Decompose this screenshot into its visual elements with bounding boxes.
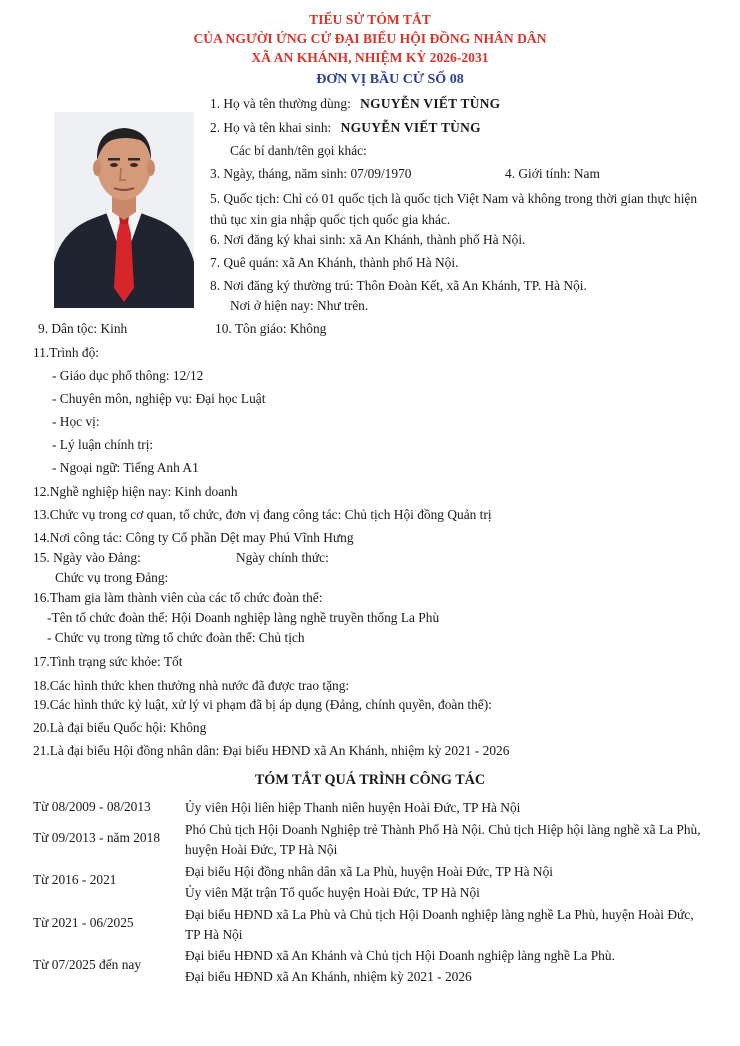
career-description: Đại biểu HĐND xã La Phù và Chủ tịch Hội Doanh nghiệp làng nghề La Phù, huyện Hoài Đức, TP Hà Nội [185, 907, 694, 942]
field-current-residence: Nơi ở hiện nay: Như trên. [230, 298, 369, 313]
field-common-name [210, 96, 500, 112]
field-birth-name [210, 120, 481, 136]
field-party-join-date: 15. Ngày vào Đảng: [33, 550, 141, 565]
field-organizations-title: 16.Tham gia làm thành viên của các tổ chức đoàn thể: [33, 590, 323, 605]
career-section-title: TÓM TẮT QUÁ TRÌNH CÔNG TÁC [254, 772, 486, 788]
career-description: Phó Chủ tịch Hội Doanh Nghiệp trẻ Thành Phố Hà Nội. Chủ tịch Hiệp hội làng nghề xã La Phù, huyện Hoài Đức, TP Hà Nội [185, 822, 701, 857]
career-period: Từ 07/2025 đến nay [33, 957, 142, 972]
career-description: Ủy viên Mặt trận Tổ quốc huyện Hoài Đức, TP Hà Nội [185, 885, 480, 900]
career-period: Từ 2016 - 2021 [33, 872, 117, 887]
field-political-theory: - Lý luận chính trị: [52, 437, 154, 452]
field-degree: - Học vị: [52, 414, 100, 429]
career-description: Đại biểu HĐND xã An Khánh, nhiệm kỳ 2021 - 2026 [185, 969, 472, 984]
field-discipline: 19.Các hình thức kỷ luật, xử lý vi phạm đã bị áp dụng (Đảng, chính quyền, đoàn thể): [33, 697, 492, 712]
doc-title: TIỂU SỬ TÓM TẮT [309, 12, 431, 27]
field-education-title: 11.Trình độ: [33, 345, 99, 360]
field-hometown: 7. Quê quán: xã An Khánh, thành phố Hà Nội. [210, 255, 459, 270]
candidate-photo [54, 112, 194, 308]
field-national-assembly: 20.Là đại biểu Quốc hội: Không [33, 720, 207, 735]
field-occupation: 12.Nghề nghiệp hiện nay: Kinh doanh [33, 484, 238, 499]
career-description: Đại biểu Hội đồng nhân dân xã La Phù, huyện Hoài Đức, TP Hà Nội [185, 864, 553, 879]
field-aliases: Các bí danh/tên gọi khác: [230, 143, 367, 158]
doc-subtitle: CỦA NGƯỜI ỨNG CỬ ĐẠI BIỂU HỘI ĐỒNG NHÂN DÂN [193, 31, 547, 46]
field-party-position: Chức vụ trong Đảng: [55, 570, 169, 585]
career-period: Từ 2021 - 06/2025 [33, 915, 134, 930]
field-general-education: - Giáo dục phổ thông: 12/12 [52, 368, 204, 383]
field-organization-name: -Tên tổ chức đoàn thể: Hội Doanh nghiệp làng nghề truyền thống La Phù [47, 610, 440, 625]
common-name-value: NGUYỄN VIẾT TÙNG [360, 96, 501, 111]
field-peoples-council: 21.Là đại biểu Hội đồng nhân dân: Đại biểu HĐND xã An Khánh, nhiệm kỳ 2021 - 2026 [33, 743, 510, 758]
field-health: 17.Tình trạng sức khỏe: Tốt [33, 654, 183, 669]
career-description: Ủy viên Hội liên hiệp Thanh niên huyện Hoài Đức, TP Hà Nội [185, 800, 521, 815]
field-religion: 10. Tôn giáo: Không [215, 321, 327, 336]
field-organization-role: - Chức vụ trong từng tổ chức đoàn thể: Chủ tịch [47, 630, 305, 645]
field-workplace: 14.Nơi công tác: Công ty Cổ phần Dệt may Phú Vĩnh Hưng [33, 530, 354, 545]
birth-name-label: 2. Họ và tên khai sinh: [210, 120, 332, 135]
birth-name-value: NGUYỄN VIẾT TÙNG [340, 120, 481, 135]
field-dob: 3. Ngày, tháng, năm sinh: 07/09/1970 [210, 166, 412, 181]
doc-term: XÃ AN KHÁNH, NHIỆM KỲ 2026-2031 [251, 50, 489, 65]
career-period: Từ 09/2013 - năm 2018 [33, 830, 161, 845]
field-professional: - Chuyên môn, nghiệp vụ: Đại học Luật [52, 391, 266, 406]
career-period: Từ 08/2009 - 08/2013 [33, 799, 151, 814]
portrait-image [54, 112, 194, 308]
field-nationality: 5. Quốc tịch: Chỉ có 01 quốc tịch là quốc tịch Việt Nam và không trong thời gian thực hiện thủ tục xin gia nhập quốc tịch quốc gia khác. [210, 191, 698, 227]
field-ethnicity: 9. Dân tộc: Kinh [38, 321, 128, 336]
common-name-label: 1. Họ và tên thường dùng: [210, 96, 351, 111]
field-birth-registration: 6. Nơi đăng ký khai sinh: xã An Khánh, thành phố Hà Nội. [210, 232, 526, 247]
field-foreign-language: - Ngoại ngữ: Tiếng Anh A1 [52, 460, 199, 475]
field-party-official-date: Ngày chính thức: [236, 550, 329, 565]
field-permanent-residence: 8. Nơi đăng ký thường trú: Thôn Đoàn Kết, xã An Khánh, TP. Hà Nội. [210, 278, 587, 293]
field-gender: 4. Giới tính: Nam [505, 166, 600, 181]
field-awards: 18.Các hình thức khen thưởng nhà nước đã được trao tặng: [33, 678, 350, 693]
electoral-unit: ĐƠN VỊ BẦU CỬ SỐ 08 [316, 72, 464, 87]
career-description: Đại biểu HĐND xã An Khánh và Chủ tịch Hội Doanh nghiệp làng nghề La Phù. [185, 948, 615, 963]
field-position: 13.Chức vụ trong cơ quan, tổ chức, đơn vị đang công tác: Chủ tịch Hội đồng Quản trị [33, 507, 492, 522]
